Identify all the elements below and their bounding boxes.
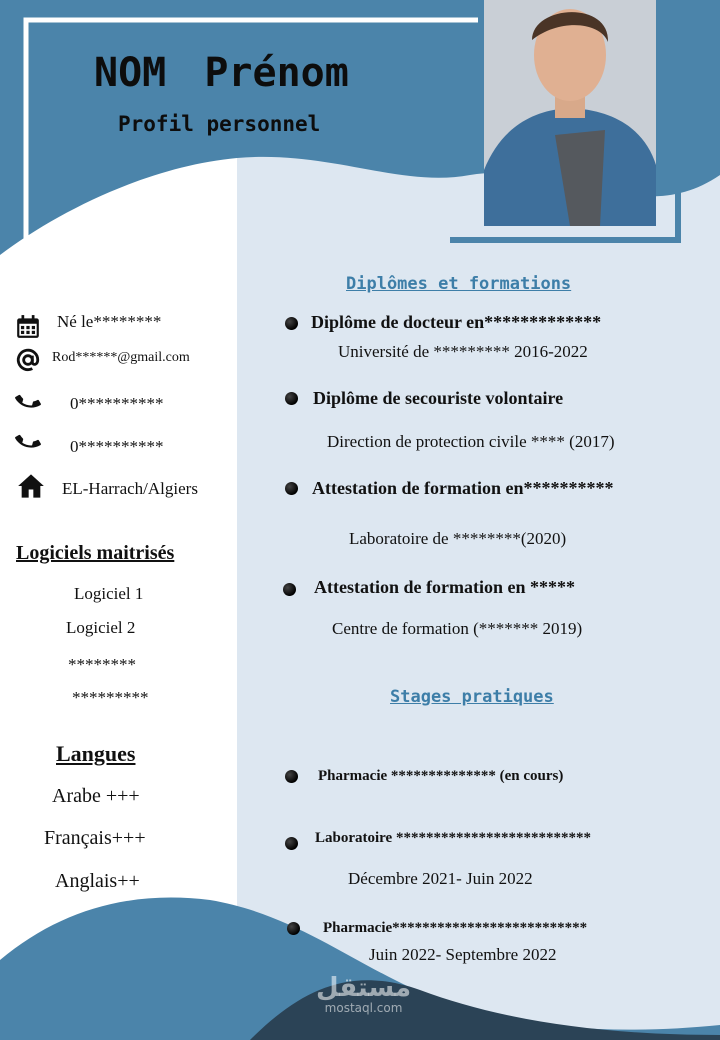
language-item: Français+++: [44, 827, 146, 849]
address: EL-Harrach/Algiers: [62, 479, 198, 498]
bullet-dot: [283, 583, 296, 596]
software-item: *********: [72, 688, 149, 707]
software-item: Logiciel 2: [66, 618, 136, 637]
watermark-logo: [316, 975, 411, 1015]
bullet-dot: [285, 837, 298, 850]
watermark-arabic: مستقل: [316, 973, 412, 1003]
bullet-dot: [285, 770, 298, 783]
diploma-title: Diplôme de secouriste volontaire: [313, 388, 564, 408]
at-icon: [15, 347, 41, 373]
home-icon: [16, 472, 46, 500]
birth-date: Né le********: [57, 312, 162, 331]
internship-title: Laboratoire **************************: [315, 830, 591, 846]
bullet-dot: [285, 392, 298, 405]
internships-title: Stages pratiques: [390, 687, 554, 707]
profile-subtitle: Profil personnel: [118, 112, 321, 136]
profile-photo: [484, 0, 656, 226]
diploma-detail: Laboratoire de ********(2020): [349, 529, 567, 548]
bullet-dot: [287, 922, 300, 935]
bullet-dot: [285, 317, 298, 330]
language-item: Anglais++: [55, 870, 140, 892]
software-item: ********: [68, 655, 136, 674]
internship-dates: Juin 2022- Septembre 2022: [369, 945, 557, 964]
language-item: Arabe +++: [52, 785, 140, 807]
internship-title: Pharmacie**************************: [323, 920, 588, 936]
internship-title: Pharmacie ************** (en cours): [318, 768, 564, 784]
watermark-latin: mostaql.com: [324, 1001, 403, 1015]
phone-icon: [15, 388, 41, 414]
phone-2: 0**********: [70, 437, 164, 456]
software-item: Logiciel 1: [74, 584, 144, 603]
email: Rod******@gmail.com: [52, 350, 190, 365]
diploma-detail: Centre de formation (******* 2019): [332, 619, 583, 638]
languages-title: Langues: [56, 741, 136, 766]
diploma-detail: Direction de protection civile **** (2017): [327, 432, 615, 451]
phone-1: 0**********: [70, 394, 164, 413]
diploma-title: Attestation de formation en**********: [312, 478, 614, 498]
name-title: NOM Prénom: [94, 50, 349, 96]
diploma-title: Attestation de formation en *****: [314, 577, 575, 597]
software-title: Logiciels maitrisés: [16, 542, 175, 564]
diplomas-title: Diplômes et formations: [346, 274, 572, 294]
phone-icon: [15, 428, 41, 454]
internship-dates: Décembre 2021- Juin 2022: [348, 869, 533, 888]
calendar-icon: [15, 314, 41, 340]
diploma-title: Diplôme de docteur en*************: [311, 312, 602, 332]
bullet-dot: [285, 482, 298, 495]
diploma-detail: Université de ********* 2016-2022: [338, 342, 588, 361]
